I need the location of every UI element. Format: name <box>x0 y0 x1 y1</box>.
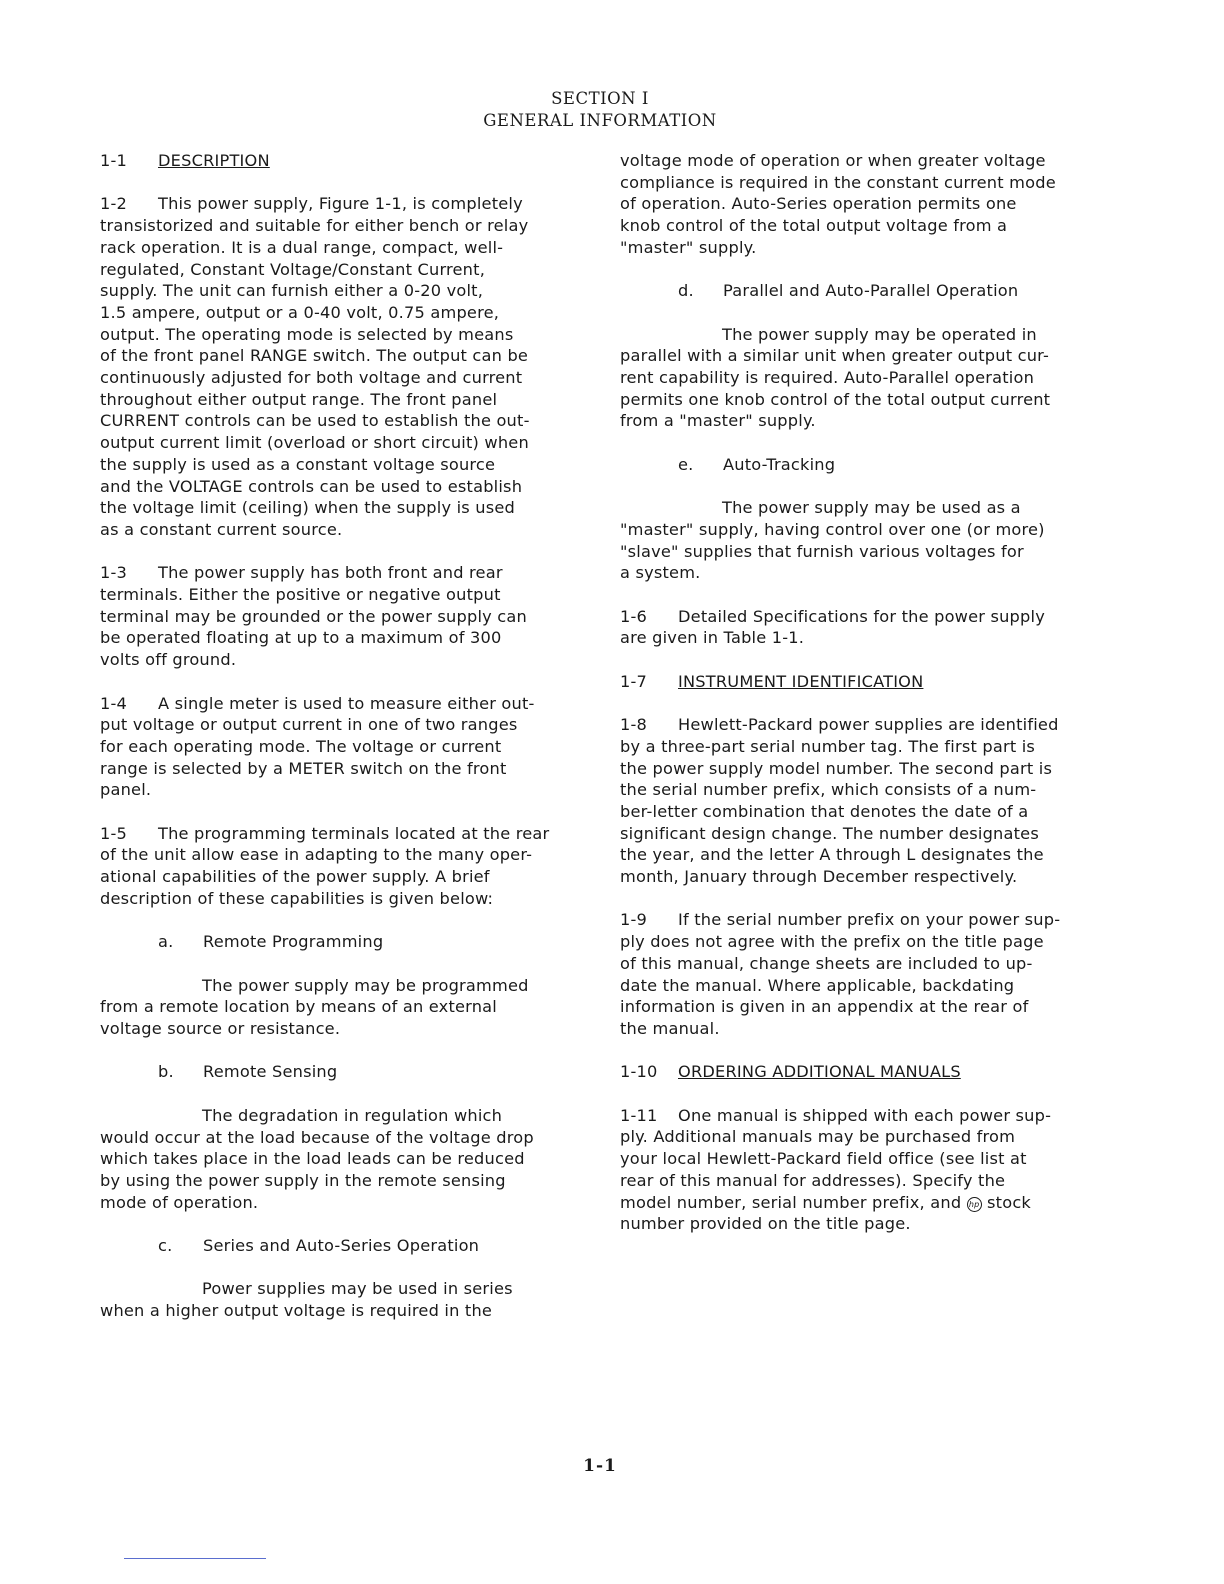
page-number: 1-1 <box>583 1456 617 1476</box>
paragraph-1-6: 1-6 Detailed Specifications for the power supply are given in Table 1-1. <box>620 606 1045 648</box>
subheading-e: e. Auto-Tracking <box>678 454 836 474</box>
paragraph-1-2: 1-2 This power supply, Figure 1-1, is completely transistorized and suitable for either bench or relay rack operation. It is a dual range, compact, well- regulated, Constant Voltage/Constant Current, supply. The unit can furnish either a 0-20 volt, 1.5 ampere, output or a 0-40 volt, 0.75 ampere, output. The operating mode is selected by means of the front panel RANGE switch. The output can be continuously adjusted for both voltage and current throughout either output range. The front panel CURRENT controls can be used to establish the out- output current limit (overload or short circuit) when the supply is used as a constant voltage source and the VOLTAGE controls can be used to establish the voltage limit (ceiling) when the supply is used as a constant current source. <box>100 194 530 539</box>
footer-divider <box>124 1558 266 1559</box>
paragraph-d: The power supply may be operated in parallel with a similar unit when greater output cur- rent capability is required. Auto-Parallel operation permits one knob control of the total output current from a "master" supply. <box>620 324 1051 431</box>
hp-logo-icon: hp <box>967 1197 982 1212</box>
section-title: GENERAL INFORMATION <box>483 111 717 130</box>
paragraph-1-8: 1-8 Hewlett-Packard power supplies are identified by a three-part serial number tag. The first part is the power supply model number. The second part is the serial number prefix, which consists of a num- ber-letter combination that denotes the date of a significant design change. The number designates the year, and the letter A through L designates the month, January through December respectively. <box>620 715 1059 887</box>
heading-ordering-additional-manuals: ORDERING ADDITIONAL MANUALS <box>678 1062 961 1082</box>
heading-1-1: 1-1 DESCRIPTION <box>100 151 270 170</box>
paragraph-e: The power supply may be used as a "master" supply, having control over one (or more) "slave" supplies that furnish various voltages for a system. <box>620 498 1045 583</box>
subheading-b: b. Remote Sensing <box>158 1062 338 1082</box>
subheading-a: a. Remote Programming <box>158 932 384 952</box>
paragraph-a: The power supply may be programmed from a remote location by means of an external voltage source or resistance. <box>100 975 529 1039</box>
heading-1-10: 1-10 ORDERING ADDITIONAL MANUALS <box>620 1062 961 1082</box>
paragraph-1-9: 1-9 If the serial number prefix on your power sup- ply does not agree with the prefix on the title page of this manual, change sheets are included to up- date the manual. Where applicable, backdating information is given in an appendix at the rear of the manual. <box>620 910 1061 1038</box>
paragraph-1-11: 1-11 One manual is shipped with each power sup- ply. Additional manuals may be purchased from your local Hewlett-Packard field office (see list at rear of this manual for addresses). Specify the model number, serial number prefix, and hp stock number provided on the title page. <box>620 1105 1052 1234</box>
subheading-c: c. Series and Auto-Series Operation <box>158 1236 480 1256</box>
heading-description: DESCRIPTION <box>158 151 270 170</box>
section-number: SECTION I <box>551 89 649 108</box>
paragraph-1-4: 1-4 A single meter is used to measure either out- put voltage or output current in one of two ranges for each operating mode. The voltage or current range is selected by a METER switch on the front panel. <box>100 693 535 800</box>
paragraph-1-5: 1-5 The programming terminals located at the rear of the unit allow ease in adapting to the many oper- ational capabilities of the power supply. A brief description of these capabilities is given below: <box>100 823 550 908</box>
section-header <box>0 88 1200 132</box>
paragraph-c-continued: voltage mode of operation or when greater voltage compliance is required in the constant current mode of operation. Auto-Series operation permits one knob control of the total output voltage from a "master" supply. <box>620 151 1056 257</box>
heading-1-7: 1-7 INSTRUMENT IDENTIFICATION <box>620 671 924 691</box>
paragraph-b: The degradation in regulation which would occur at the load because of the voltage drop which takes place in the load leads can be reduced by using the power supply in the remote sensing mode of operation. <box>100 1105 534 1212</box>
paragraph-c: Power supplies may be used in series when a higher output voltage is required in the <box>100 1279 513 1321</box>
right-column <box>620 150 1120 1235</box>
left-column <box>100 150 590 1322</box>
heading-instrument-identification: INSTRUMENT IDENTIFICATION <box>678 671 924 691</box>
paragraph-1-3: 1-3 The power supply has both front and rear terminals. Either the positive or negative output terminal may be grounded or the power supply can be operated floating at up to a maximum of 300 volts off ground. <box>100 563 527 670</box>
subheading-d: d. Parallel and Auto-Parallel Operation <box>678 281 1019 301</box>
